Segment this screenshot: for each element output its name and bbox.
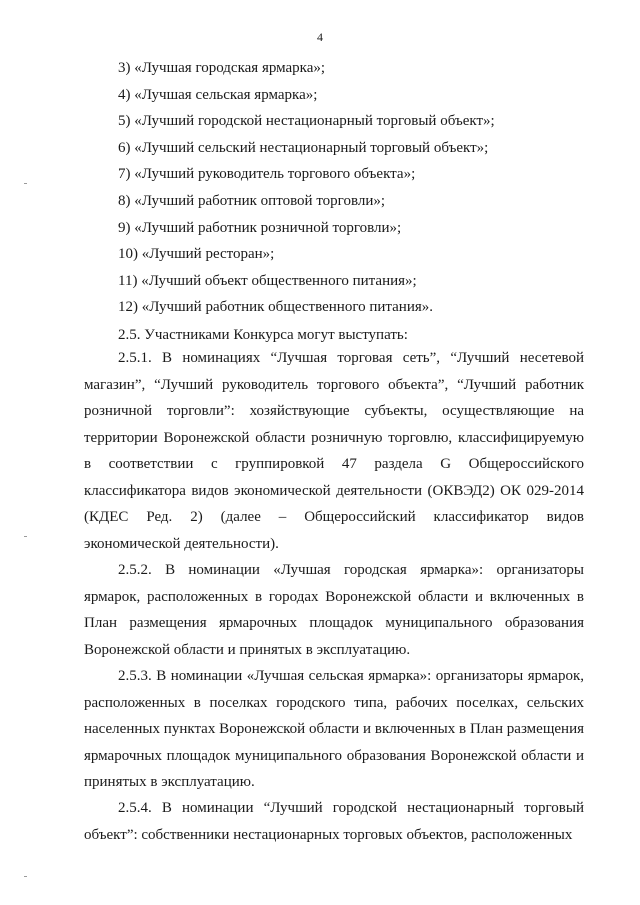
paragraph-2-5-1 bbox=[84, 345, 584, 557]
scan-margin-mark bbox=[24, 876, 27, 877]
section-heading-2-5: 2.5. Участниками Конкурса могут выступать: bbox=[118, 327, 408, 343]
paragraph-text: 2.5.1. В номинациях “Лучшая торговая сеть”, “Лучший несетевой магазин”, “Лучший руководитель торгового объекта”, “Лучший работник розничной торговли”: хозяйствующие субъекты, осуществляющие на территории Воронежской области розничную торговлю, классифицируемую в соответствии с группировкой 47 раздела G Общероссийского классификатора видов экономической деятельности (ОКВЭД2) ОК 029-2014 (КДЕС Ред. 2) (далее – Общероссийский классификатор видов экономической деятельности). bbox=[84, 350, 584, 552]
list-item: 8) «Лучший работник оптовой торговли»; bbox=[118, 192, 386, 209]
paragraph-text: 2.5.4. В номинации “Лучший городской нестационарный торговый объект”: собственники нестационарных торговых объектов, расположенных bbox=[84, 800, 584, 843]
paragraph-2-5-3 bbox=[84, 663, 584, 796]
paragraph-text: 2.5.2. В номинации «Лучшая городская ярмарка»: организаторы ярмарок, расположенных в городах Воронежской области и включенных в План размещения ярмарочных площадок муниципального образования Воронежской области и принятых в эксплуатацию. bbox=[84, 562, 584, 658]
scan-margin-mark bbox=[24, 536, 27, 537]
nominations-list bbox=[118, 55, 598, 321]
list-item: 11) «Лучший объект общественного питания»; bbox=[118, 272, 417, 289]
list-item: 4) «Лучшая сельская ярмарка»; bbox=[118, 86, 318, 103]
paragraph-text: 2.5.3. В номинации «Лучшая сельская ярмарка»: организаторы ярмарок, расположенных в поселках городского типа, рабочих поселках, сельских населенных пунктах Воронежской области и включенных в План размещения ярмарочных площадок муниципального образования Воронежской области и принятых в эксплуатацию. bbox=[84, 668, 584, 790]
list-item: 6) «Лучший сельский нестационарный торговый объект»; bbox=[118, 139, 489, 156]
scan-margin-mark bbox=[24, 183, 27, 184]
list-item: 5) «Лучший городской нестационарный торговый объект»; bbox=[118, 113, 495, 130]
paragraph-2-5-4 bbox=[84, 795, 584, 848]
list-item: 10) «Лучший ресторан»; bbox=[118, 246, 275, 263]
paragraph-2-5-2 bbox=[84, 557, 584, 663]
list-item: 9) «Лучший работник розничной торговли»; bbox=[118, 219, 402, 236]
page-number: 4 bbox=[317, 30, 323, 44]
list-item: 12) «Лучший работник общественного питания». bbox=[118, 299, 433, 316]
list-item: 7) «Лучший руководитель торгового объекта»; bbox=[118, 166, 416, 183]
list-item: 3) «Лучшая городская ярмарка»; bbox=[118, 60, 326, 76]
